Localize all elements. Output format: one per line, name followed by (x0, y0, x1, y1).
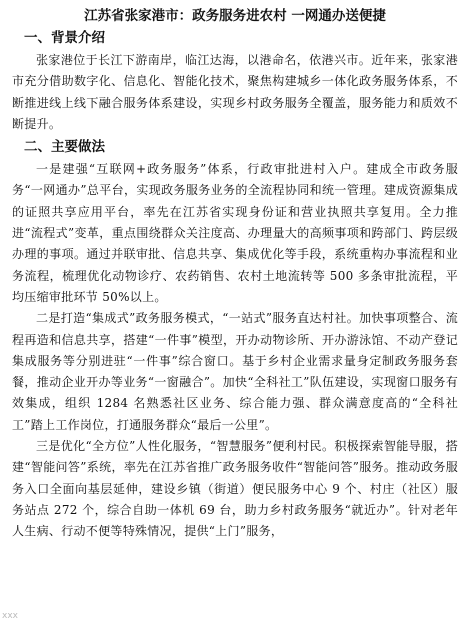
paragraph-background: 张家港位于长江下游南岸，临江达海，以港命名，依港兴市。近年来，张家港市充分借助数字化、信息化、智能化技术，聚焦构建城乡一体化政务服务体系，不断推进线上线下融合服务体系建设，实现乡村政务服务全覆盖，服务能力和质效不断提升。 (12, 53, 458, 131)
section-heading-background: 一、背景介绍 (24, 30, 105, 46)
paragraph-practice-2: 二是打造“集成式”政务服务模式，“一站式”服务直达村社。加快事项整合、流程再造和信息共享，搭建“一件事”模型，开办动物诊所、开办游泳馆、不动产登记集成服务等分别进驻“一件事”综合窗口。基于乡村企业需求量身定制政务服务套餐，推动企业开办等业务“一窗融合”。加快“全科社工”队伍建设，实现窗口服务有效集成，组织 1284 名熟悉社区业务、综合能力强、群众满意度高的“全科社工”踏上工作岗位，打通服务群众“最后一公里”。 (12, 311, 458, 432)
paragraph-practice-1: 一是建强“互联网+政务服务”体系，行政审批进村入户。建成全市政务服务“一网通办”总平台，实现政务服务业务的全流程协同和统一管理。建成资源集成的证照共享应用平台，率先在江苏省实现身份证和营业执照共享复用。全力推进“流程式”变革，重点围绕群众关注度高、办理量大的高频事项和跨部门、跨层级办理的事项。通过并联审批、信息共享、集成优化等手段，系统重构办事流程和业务流程，梳理优化动物诊疗、农药销售、农村土地流转等 500 多条审批流程，平均压缩审批环节 50%以上。 (12, 162, 458, 304)
section-heading-main-practices: 二、主要做法 (24, 139, 105, 156)
paragraph-practice-3: 三是优化“全方位”人性化服务，“智慧服务”便利村民。积极探索智能导服，搭建“智能问答”系统，率先在江苏省推广政务服务收件“智能问答”服务。推动政务服务入口全面向基层延伸，建设乡镇（街道）便民服务中心 9 个、村庄（社区）服务站点 272 个，综合自助一体机 69 台，助力乡村政务服务“就近办”。针对老年人生病、行动不便等特殊情况，提供“上门”服务， (12, 439, 458, 539)
watermark: xxx (2, 611, 18, 621)
document-title: 江苏省张家港市：政务服务进农村 一网通办送便捷 (84, 8, 386, 24)
